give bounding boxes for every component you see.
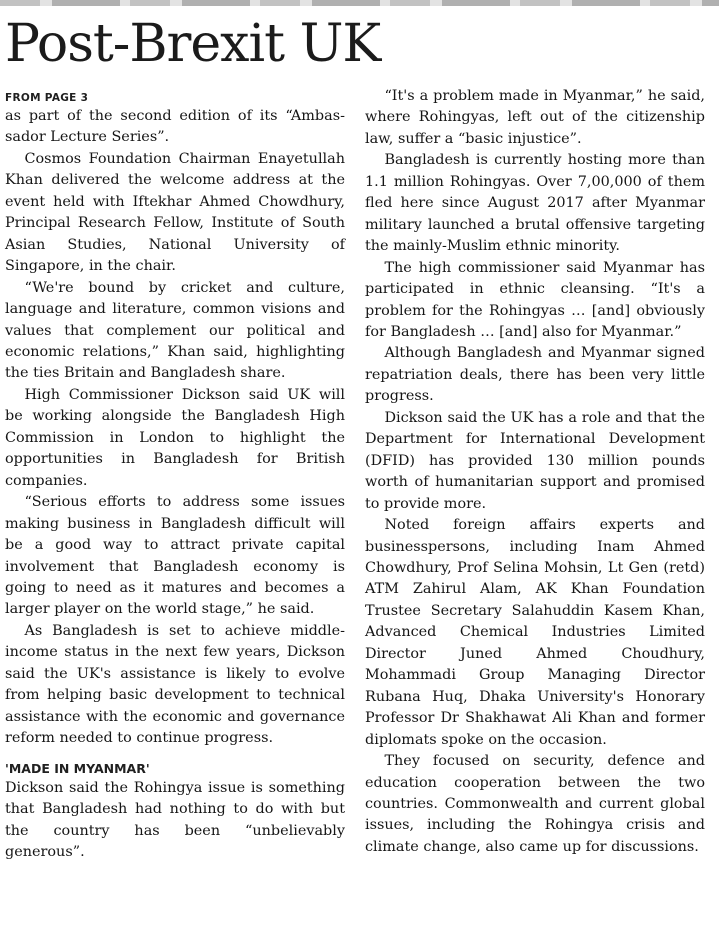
top-rule: [0, 0, 719, 6]
continued-from-label: FROM PAGE 3: [5, 92, 89, 104]
paragraph: Bangladesh is currently hosting more than 1.1 million Rohingyas. Over 7,00,000 of them fled here since August 2017 after Myanmar military launched a brutal offensive targeting the mainly-Muslim ethnic minority.: [365, 152, 705, 255]
right-column: [365, 86, 705, 858]
paragraph: High Commissioner Dickson said UK will be working alongside the Bangladesh High Commission in London to highlight the opportunities in Bangladesh for British companies.: [5, 386, 345, 489]
paragraph: as part of the second edition of its “Ambassador Lecture Series”.: [5, 108, 345, 146]
paragraph: Dickson said the Rohingya issue is something that Bangladesh had nothing to do with but the country has been “unbelievably generous”.: [5, 779, 345, 860]
subheading: 'MADE IN MYANMAR': [5, 760, 150, 776]
paragraph: They focused on security, defence and education cooperation between the two countries. Commonwealth and current global issues, including the Rohingya crisis and climate change, also came up for discussions.: [365, 753, 705, 855]
headline: Post-Brexit UK: [5, 14, 381, 74]
left-column: [5, 86, 345, 863]
paragraph: “Serious efforts to address some issues making business in Bangladesh difficult will be a good way to attract private capital involvement that Bangladesh economy is going to need as it matures and becomes a larger player on the world stage,” he said.: [5, 494, 345, 618]
paragraph: “It's a problem made in Myanmar,” he said, where Rohingyas, left out of the citizenship law, suffer a “basic injustice”.: [365, 88, 705, 147]
paragraph: As Bangladesh is set to achieve middle-income status in the next few years, Dickson said the UK's assistance is likely to evolve from helping basic development to technical assistance with the economic and governance reform needed to continue progress.: [5, 622, 345, 747]
paragraph: The high commissioner said Myanmar has participated in ethnic cleansing. “It's a problem for the Rohingyas … [and] obviously for Bangladesh … [and] also for Myanmar.”: [365, 259, 705, 340]
paragraph: Noted foreign affairs experts and businesspersons, including Inam Ahmed Chowdhury, Prof Selina Mohsin, Lt Gen (retd) ATM Zahirul Alam, AK Khan Foundation Trustee Secretary Salahuddin Kasem Khan, Advanced Chemical Industries Limited Director Juned Ahmed Choudhury, Mohammadi Group Managing Director Rubana Huq, Dhaka University's Honorary Professor Dr Shakhawat Ali Khan and former diplomats spoke on the occasion.: [365, 517, 705, 748]
paragraph: Although Bangladesh and Myanmar signed repatriation deals, there has been very little progress.: [365, 345, 705, 405]
paragraph: Cosmos Foundation Chairman Enayetullah Khan delivered the welcome address at the event held with Iftekhar Ahmed Chowdhury, Principal Research Fellow, Institute of South Asian Studies, National University of Singapore, in the chair.: [5, 150, 345, 275]
paragraph: “We're bound by cricket and culture, language and literature, common visions and values that complement our political and economic relations,” Khan said, highlighting the ties Britain and Bangladesh share.: [5, 279, 345, 382]
paragraph: Dickson said the UK has a role and that the Department for International Development (DFID) has provided 130 million pounds worth of humanitarian support and promised to provide more.: [365, 409, 705, 512]
